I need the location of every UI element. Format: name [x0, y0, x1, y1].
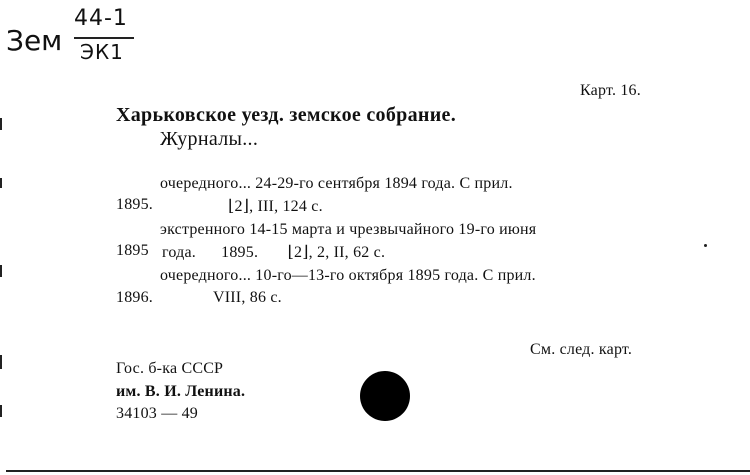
entry-line: очередного... 10-го—13-го октября 1895 года. С прил.: [160, 267, 536, 284]
entry-details: VIII, 86 с.: [213, 289, 282, 306]
speck: [704, 244, 707, 247]
edge-mark: [0, 118, 2, 130]
see-next-note: См. след. карт.: [530, 341, 633, 358]
page-title: Харьковское уезд. земское собрание.: [116, 104, 456, 126]
punch-hole: [360, 371, 410, 421]
fraction-bar: [74, 37, 134, 39]
entry-year: 1896.: [116, 289, 153, 306]
entry-line: экстренного 14-15 марта и чрезвычайного 19-го июня: [160, 221, 537, 238]
entry-year: 1895.: [116, 196, 153, 213]
library-number: 34103 — 49: [116, 405, 198, 422]
page-subtitle: Журналы...: [160, 128, 259, 150]
entry-details: ⌊2⌋, III, 124 с.: [228, 198, 323, 215]
edge-mark: [0, 178, 2, 188]
card-bottom-edge: [6, 470, 750, 472]
handwritten-fraction-bottom: ЭК1: [80, 40, 124, 64]
library-name: Гос. б-ка СССР: [116, 360, 224, 377]
entry-details: года. 1895. ⌊2⌋, 2, II, 62 с.: [162, 244, 386, 261]
library-dedication: им. В. И. Ленина.: [116, 383, 246, 400]
entry-line: очередного... 24-29-го сентября 1894 года. С прил.: [160, 175, 513, 192]
card-number: Карт. 16.: [580, 82, 641, 99]
entry-year: 1895: [116, 242, 149, 259]
edge-mark: [0, 355, 2, 369]
handwritten-prefix: Зем: [6, 24, 63, 57]
handwritten-fraction-top: 44-1: [74, 6, 128, 31]
edge-mark: [0, 265, 2, 277]
edge-mark: [0, 405, 2, 417]
